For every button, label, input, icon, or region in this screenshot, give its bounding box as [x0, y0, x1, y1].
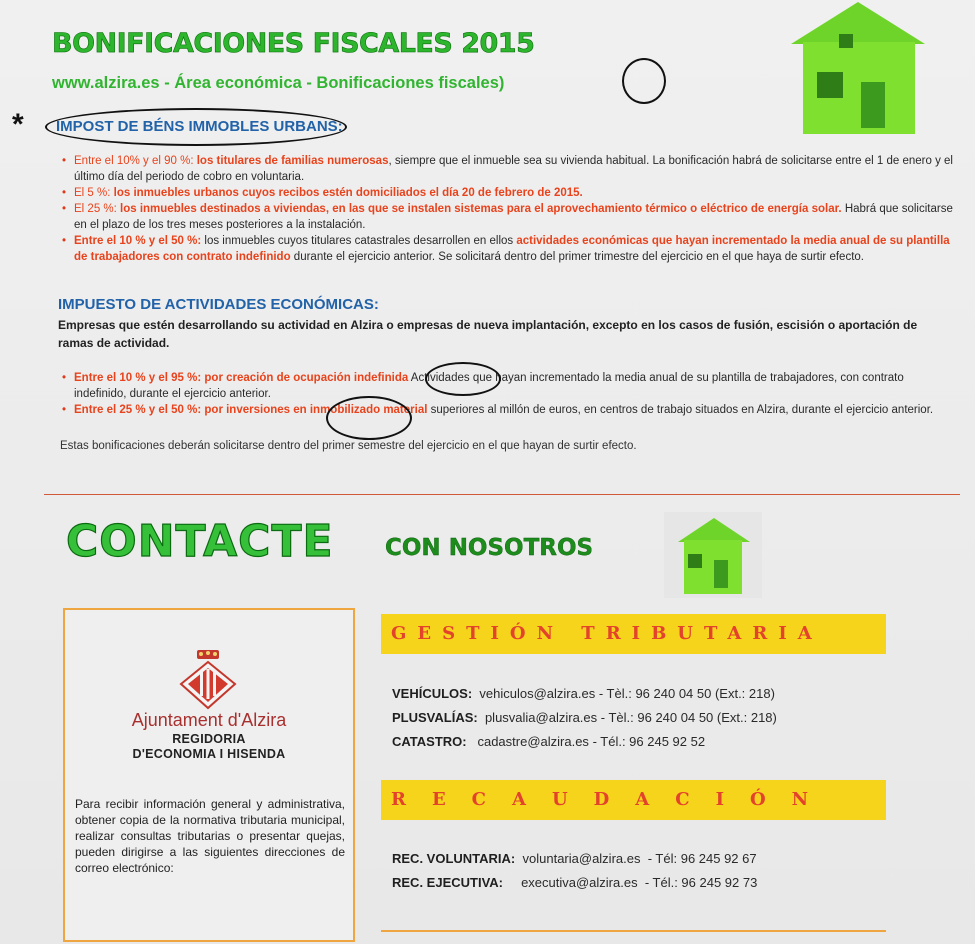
circle-annotation-ibi [45, 108, 347, 146]
list-item: • El 5 %: los inmuebles urbanos cuyos recibos estén domiciliados el día 20 de febrero de 2015. [60, 185, 955, 201]
recaudacion-header-bar [381, 780, 886, 820]
recaudacion-heading: RECAUDACIÓN [391, 789, 835, 810]
gestion-heading: GESTIÓN TRIBUTARIA [391, 623, 823, 644]
section-divider [44, 494, 960, 495]
contact-row-plusvalias: PLUSVALÍAS: plusvalia@alzira.es - Tèl.: 96 240 04 50 (Ext.: 218) [392, 710, 777, 725]
list-item: • Entre el 10% y el 90 %: los titulares de familias numerosas, siempre que el inmueble sea su vivienda habitual. La bonificación habrá de solicitarse entre el 1 de enero y el último día del periodo de cobro en voluntaria. [60, 153, 955, 185]
contact-row-ejecutiva: REC. EJECUTIVA: executiva@alzira.es - Tél.: 96 245 92 73 [392, 875, 758, 890]
page-title: BONIFICACIONES FISCALES 2015 [52, 28, 535, 59]
contact-subtitle: CON NOSOTROS [385, 535, 594, 561]
iae-heading: IMPUESTO DE ACTIVIDADES ECONÓMICAS: [58, 296, 379, 313]
contact-title: CONTACTE [66, 516, 334, 567]
ajuntament-box [63, 608, 355, 942]
asterisk-mark: * [12, 108, 24, 141]
list-item: • Entre el 25 % y el 50 %: por inversiones en inmobilizado material superiores al millón de euros, en centros de trabajo situados en Alzira, durante el ejercicio anterior. [60, 402, 955, 418]
contact-info-text: Para recibir información general y administrativa, obtener copia de la normativa tributaria municipal, realizar consultas tributarias o presentar quejas, pueden dirigirse a las siguientes direcciones de correo electrónico: [75, 797, 345, 875]
list-item: • Entre el 10 % y el 50 %: los inmuebles cuyos titulares catastrales desarrollen en ellos actividades económicas que hayan incrementado la media anual de su plantilla de trabajadores con contrato indefinido durante el ejercicio anterior. Se solicitará dentro del primer trimestre del ejercicio en el que haya de surtir efecto. [60, 233, 955, 265]
email-link[interactable]: voluntaria@alzira.es [522, 851, 641, 866]
circle-annotation-subtitle [622, 58, 666, 104]
iae-list [60, 370, 955, 418]
crest-icon [177, 648, 239, 710]
email-link[interactable]: executiva@alzira.es [521, 875, 638, 890]
iae-footer-note: Estas bonificaciones deberán solicitarse dentro del primer semestre del ejercicio en el que hayan de surtir efecto. [60, 440, 637, 452]
page-subtitle: www.alzira.es - Área económica - Bonificaciones fiscales) [52, 74, 505, 92]
list-item: • Entre el 10 % y el 95 %: por creación de ocupación indefinida Actividades que hayan incrementado la media anual de su plantilla de trabajadores, con contrato indefinido, durante el ejercicio anterior. [60, 370, 955, 402]
ibi-list [60, 153, 955, 265]
ibi-heading: IMPOST DE BÉNS IMMOBLES URBANS: [56, 118, 343, 135]
regidoria-label: REGIDORIA D'ECONOMIA I HISENDA [132, 732, 286, 761]
email-link[interactable]: cadastre@alzira.es [477, 734, 589, 749]
contact-row-voluntaria: REC. VOLUNTARIA: voluntaria@alzira.es - Tél: 96 245 92 67 [392, 851, 757, 866]
bottom-divider [381, 930, 886, 932]
contact-row-catastro: CATASTRO: cadastre@alzira.es - Tél.: 96 245 92 52 [392, 734, 706, 749]
gestion-header-bar [381, 614, 886, 654]
ajuntament-name: Ajuntament d'Alzira [131, 710, 287, 730]
contact-row-vehiculos: VEHÍCULOS: vehiculos@alzira.es - Tèl.: 96 240 04 50 (Ext.: 218) [392, 686, 775, 701]
list-item: • El 25 %: los inmuebles destinados a viviendas, en las que se instalen sistemas para el aprovechamiento térmico o eléctrico de energía solar. Habrá que solicitarse en el plazo de los tres meses posteriores a la instalación. [60, 201, 955, 233]
email-link[interactable]: vehiculos@alzira.es [479, 686, 596, 701]
iae-intro: Empresas que estén desarrollando su actividad en Alzira o empresas de nueva implantación, excepto en los casos de fusión, escisión o aportación de ramas de actividad. [58, 318, 918, 350]
email-link[interactable]: plusvalia@alzira.es [484, 710, 598, 725]
house-icon-small [664, 512, 762, 598]
circle-annotation-actividades [425, 362, 501, 396]
house-icon [793, 2, 923, 137]
circle-annotation-inmobilizado [326, 396, 412, 440]
